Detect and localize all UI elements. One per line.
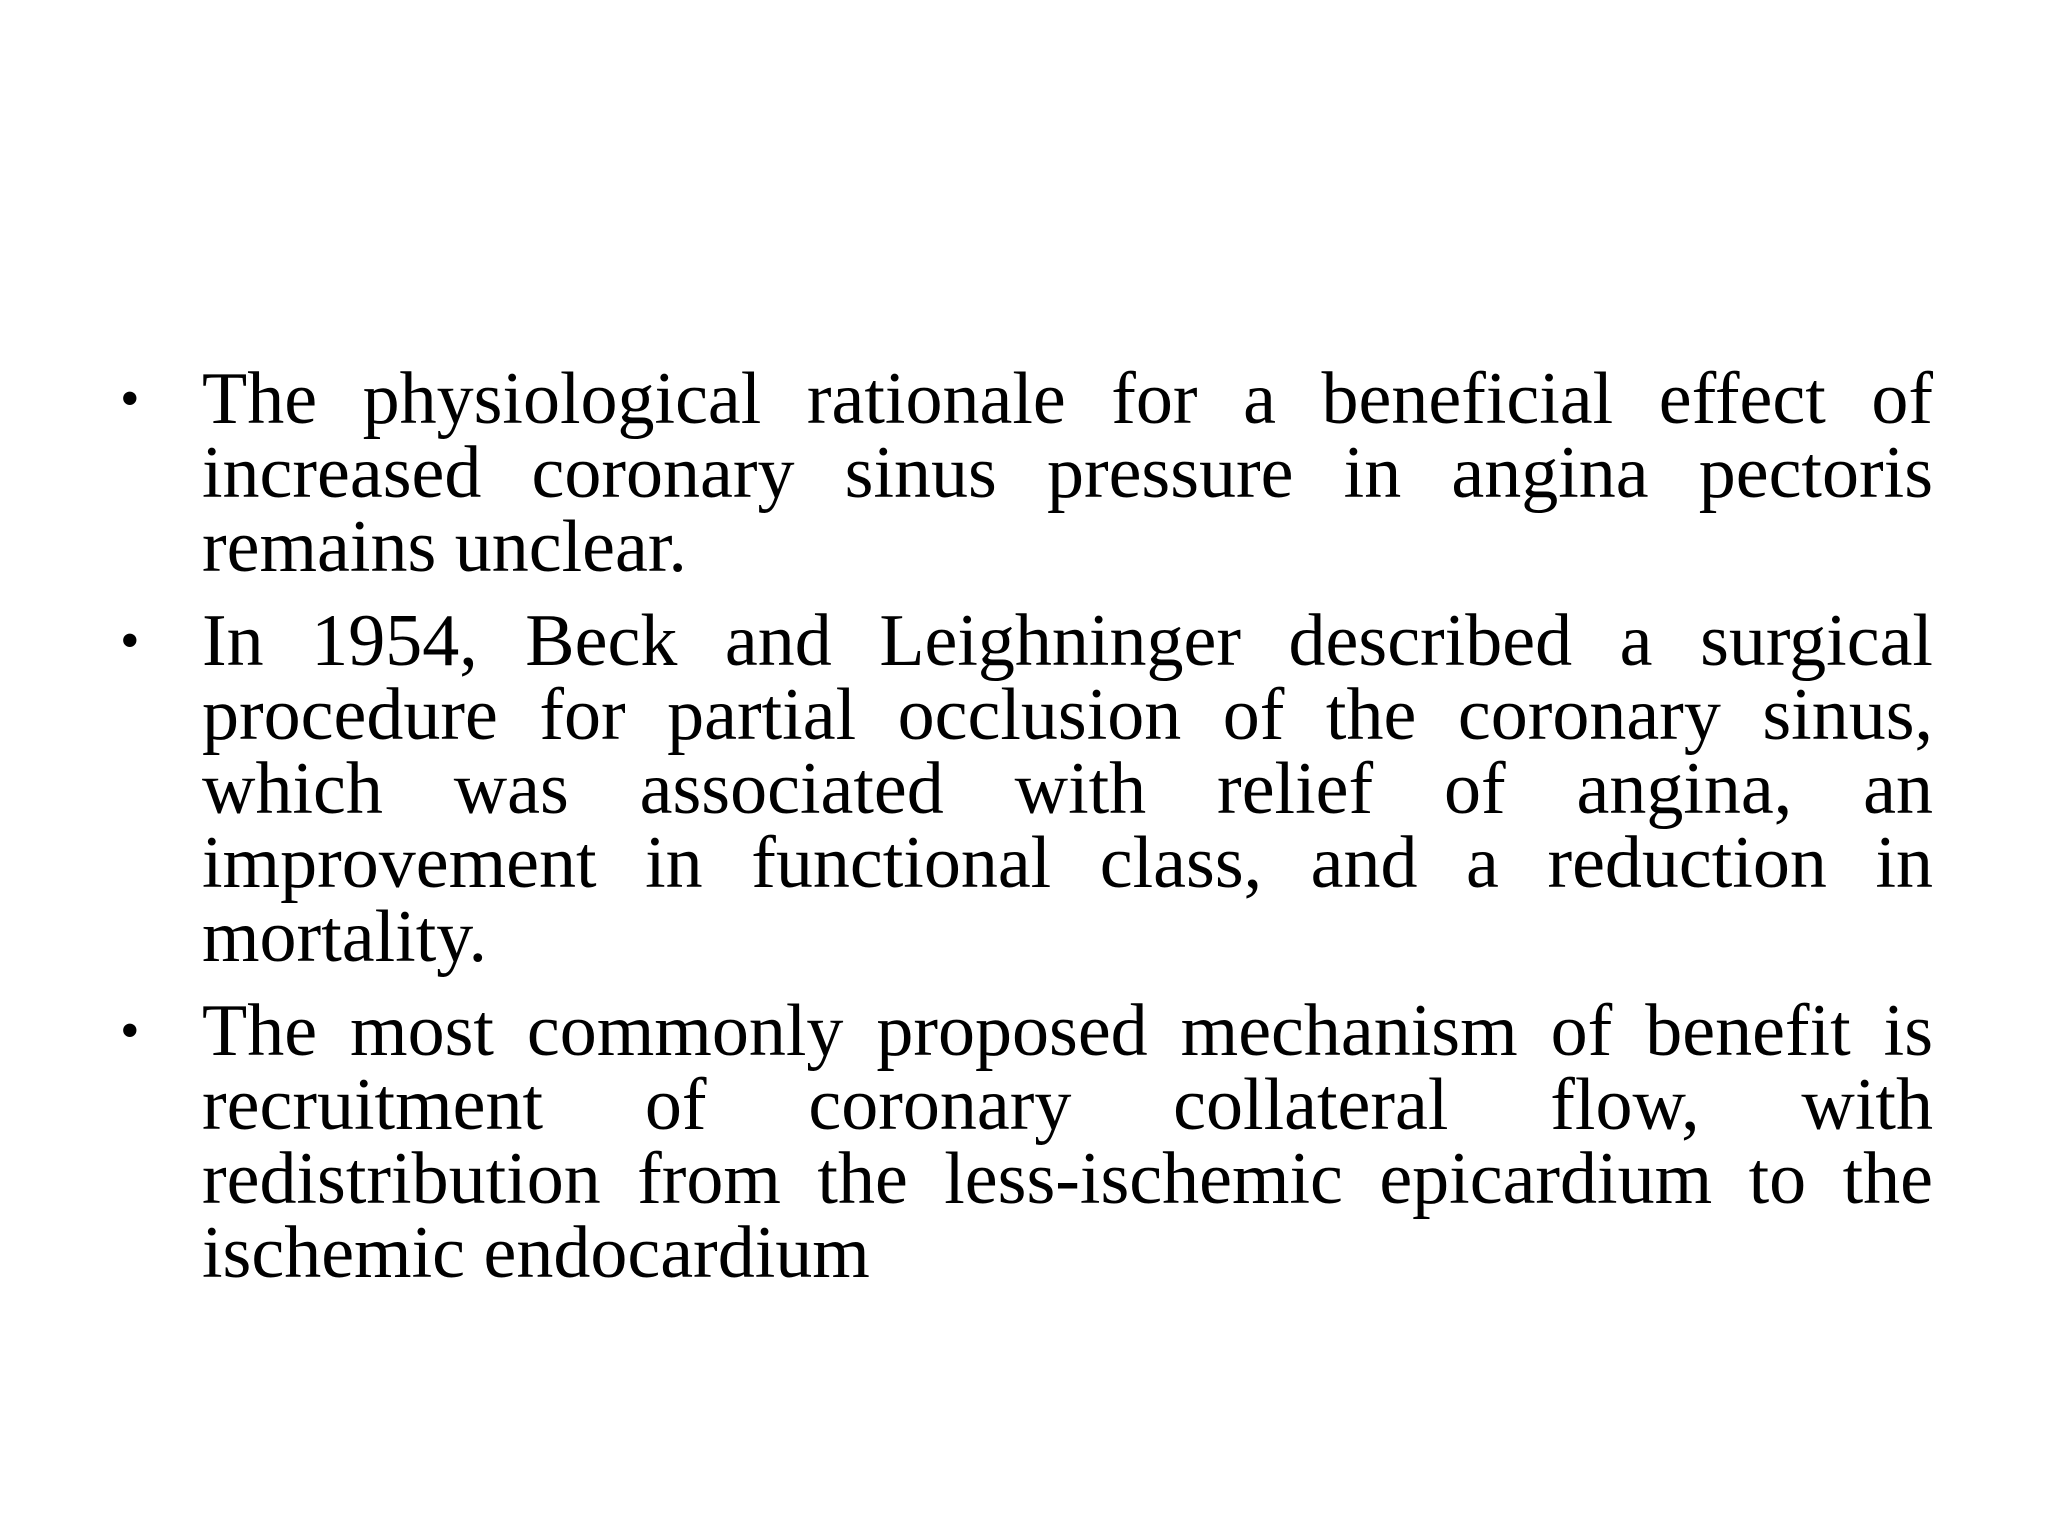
bullet-item-rationale (120, 358, 1933, 588)
bullet-item-mechanism (120, 990, 1933, 1294)
bullet-list (120, 358, 1933, 1310)
bullet-icon: • (120, 610, 140, 672)
bullet-icon: • (120, 1000, 140, 1062)
bullet-item-history (120, 600, 1933, 978)
bullet-icon: • (120, 368, 140, 430)
bullet-text-mechanism: The most commonly proposed mechanism of benefit is recruitment of coronary collateral flow, with redistribution from the less-ischemic epicardium to the ischemic endocardium (202, 990, 1933, 1294)
bullet-text-rationale: The physiological rationale for a beneficial effect of increased coronary sinus pressure in angina pectoris remains unclear. (202, 358, 1933, 588)
bullet-text-history: In 1954, Beck and Leighninger described a surgical procedure for partial occlusion of the coronary sinus, which was associated with relief of angina, an improvement in functional class, and a reduction in mortality. (202, 600, 1933, 978)
